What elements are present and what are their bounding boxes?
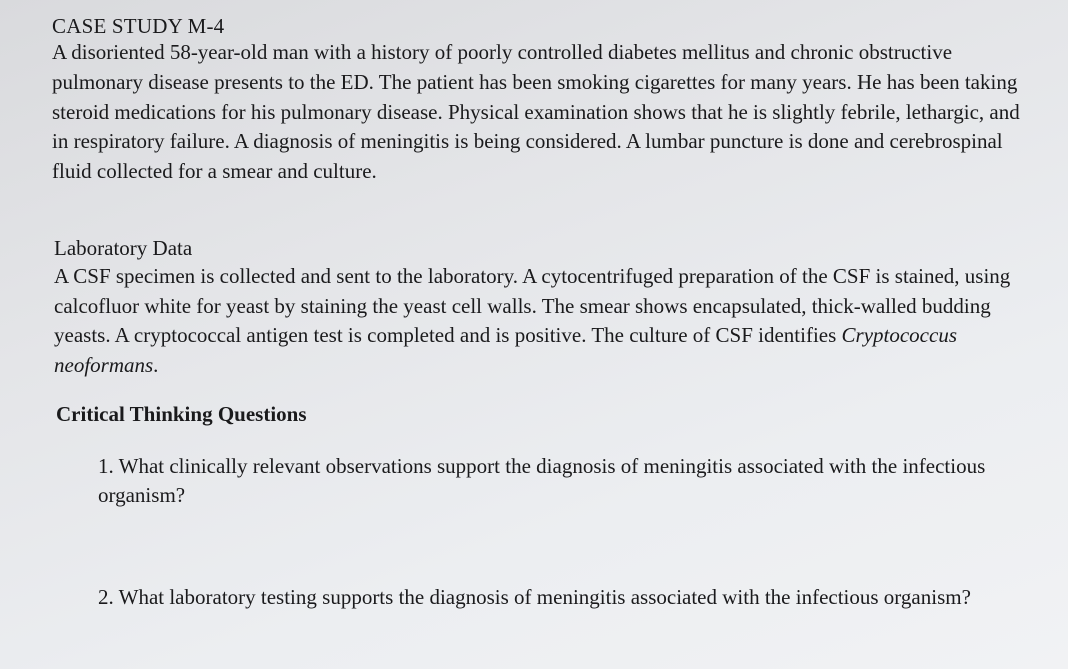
case-study-title: CASE STUDY M-4 bbox=[52, 14, 225, 38]
question-2: 2. What laboratory testing supports the diagnosis of meningitis associated with the infectious organism? bbox=[98, 585, 971, 609]
laboratory-text-body: A CSF specimen is collected and sent to the laboratory. A cytocentrifuged preparation of the CSF is stained, using calcofluor white for yeast by staining the yeast cell walls. The smear shows encapsulated, thick-walled budding yeasts. A cryptococcal antigen test is completed and is positive. The culture of CSF identifies bbox=[54, 264, 1011, 347]
case-study-intro: A disoriented 58-year-old man with a history of poorly controlled diabetes mellitus and chronic obstructive pulmonary disease presents to the ED. The patient has been smoking cigarettes for many years. He has been taking steroid medications for his pulmonary disease. Physical examination shows that he is slightly febrile, lethargic, and in respiratory failure. A diagnosis of meningitis is being considered. A lumbar puncture is done and cerebrospinal fluid collected for a smear and culture. bbox=[52, 40, 1020, 184]
critical-thinking-heading: Critical Thinking Questions bbox=[56, 402, 307, 426]
organism-name: Cryptococcus neoformans bbox=[54, 323, 958, 377]
laboratory-data-text bbox=[54, 262, 1024, 380]
laboratory-data-heading: Laboratory Data bbox=[54, 236, 193, 260]
laboratory-text-end: . bbox=[153, 352, 159, 377]
question-1: 1. What clinically relevant observations support the diagnosis of meningitis associated with the infectious organism? bbox=[98, 454, 986, 507]
